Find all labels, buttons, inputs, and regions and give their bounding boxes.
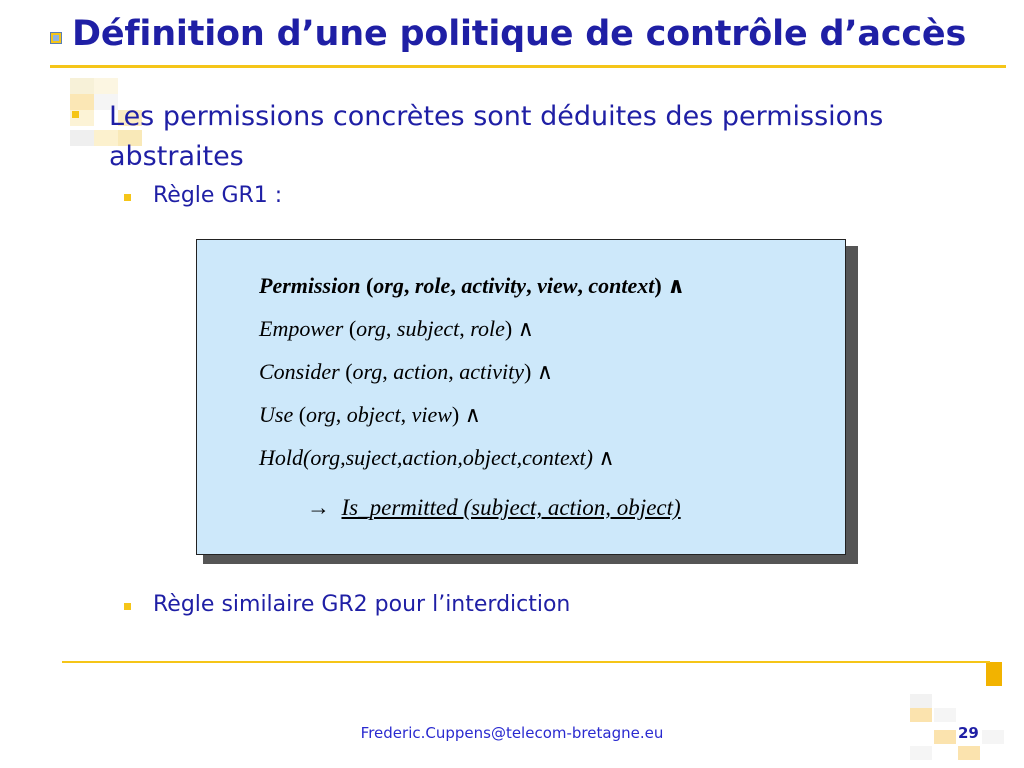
bullet-1-text: Les permissions concrètes sont déduites des permissions abstraites (109, 101, 884, 172)
bullet-3-text: Règle similaire GR2 pour l’interdiction (153, 592, 571, 617)
implies-arrow-icon: → (307, 495, 330, 520)
footer-divider (62, 661, 990, 663)
bullet-2-icon (124, 194, 131, 201)
title-marker-icon (50, 32, 62, 44)
bullet-1-icon (72, 111, 79, 118)
bullet-2-text: Règle GR1 : (153, 183, 283, 208)
formula-line-4: Use (org, object, view) ∧ (259, 402, 481, 427)
footer-email: Frederic.Cuppens@telecom-bretagne.eu (360, 724, 664, 742)
formula-conclusion: → Is_permitted (subject, action, object) (307, 495, 681, 520)
bullet-3-icon (124, 603, 131, 610)
formula-line-5: Hold(org,suject,action,object,context) ∧ (259, 445, 615, 470)
formula-line-2: Empower (org, subject, role) ∧ (259, 316, 534, 341)
formula-line-3: Consider (org, action, activity) ∧ (259, 359, 553, 384)
title-divider (50, 65, 1006, 68)
formula-box (196, 239, 846, 555)
page-number: 29 (958, 724, 979, 742)
slide-title: Définition d’une politique de contrôle d’accès (72, 14, 967, 54)
formula-line-1: Permission (org, role, activity, view, context) ∧ (259, 273, 686, 298)
